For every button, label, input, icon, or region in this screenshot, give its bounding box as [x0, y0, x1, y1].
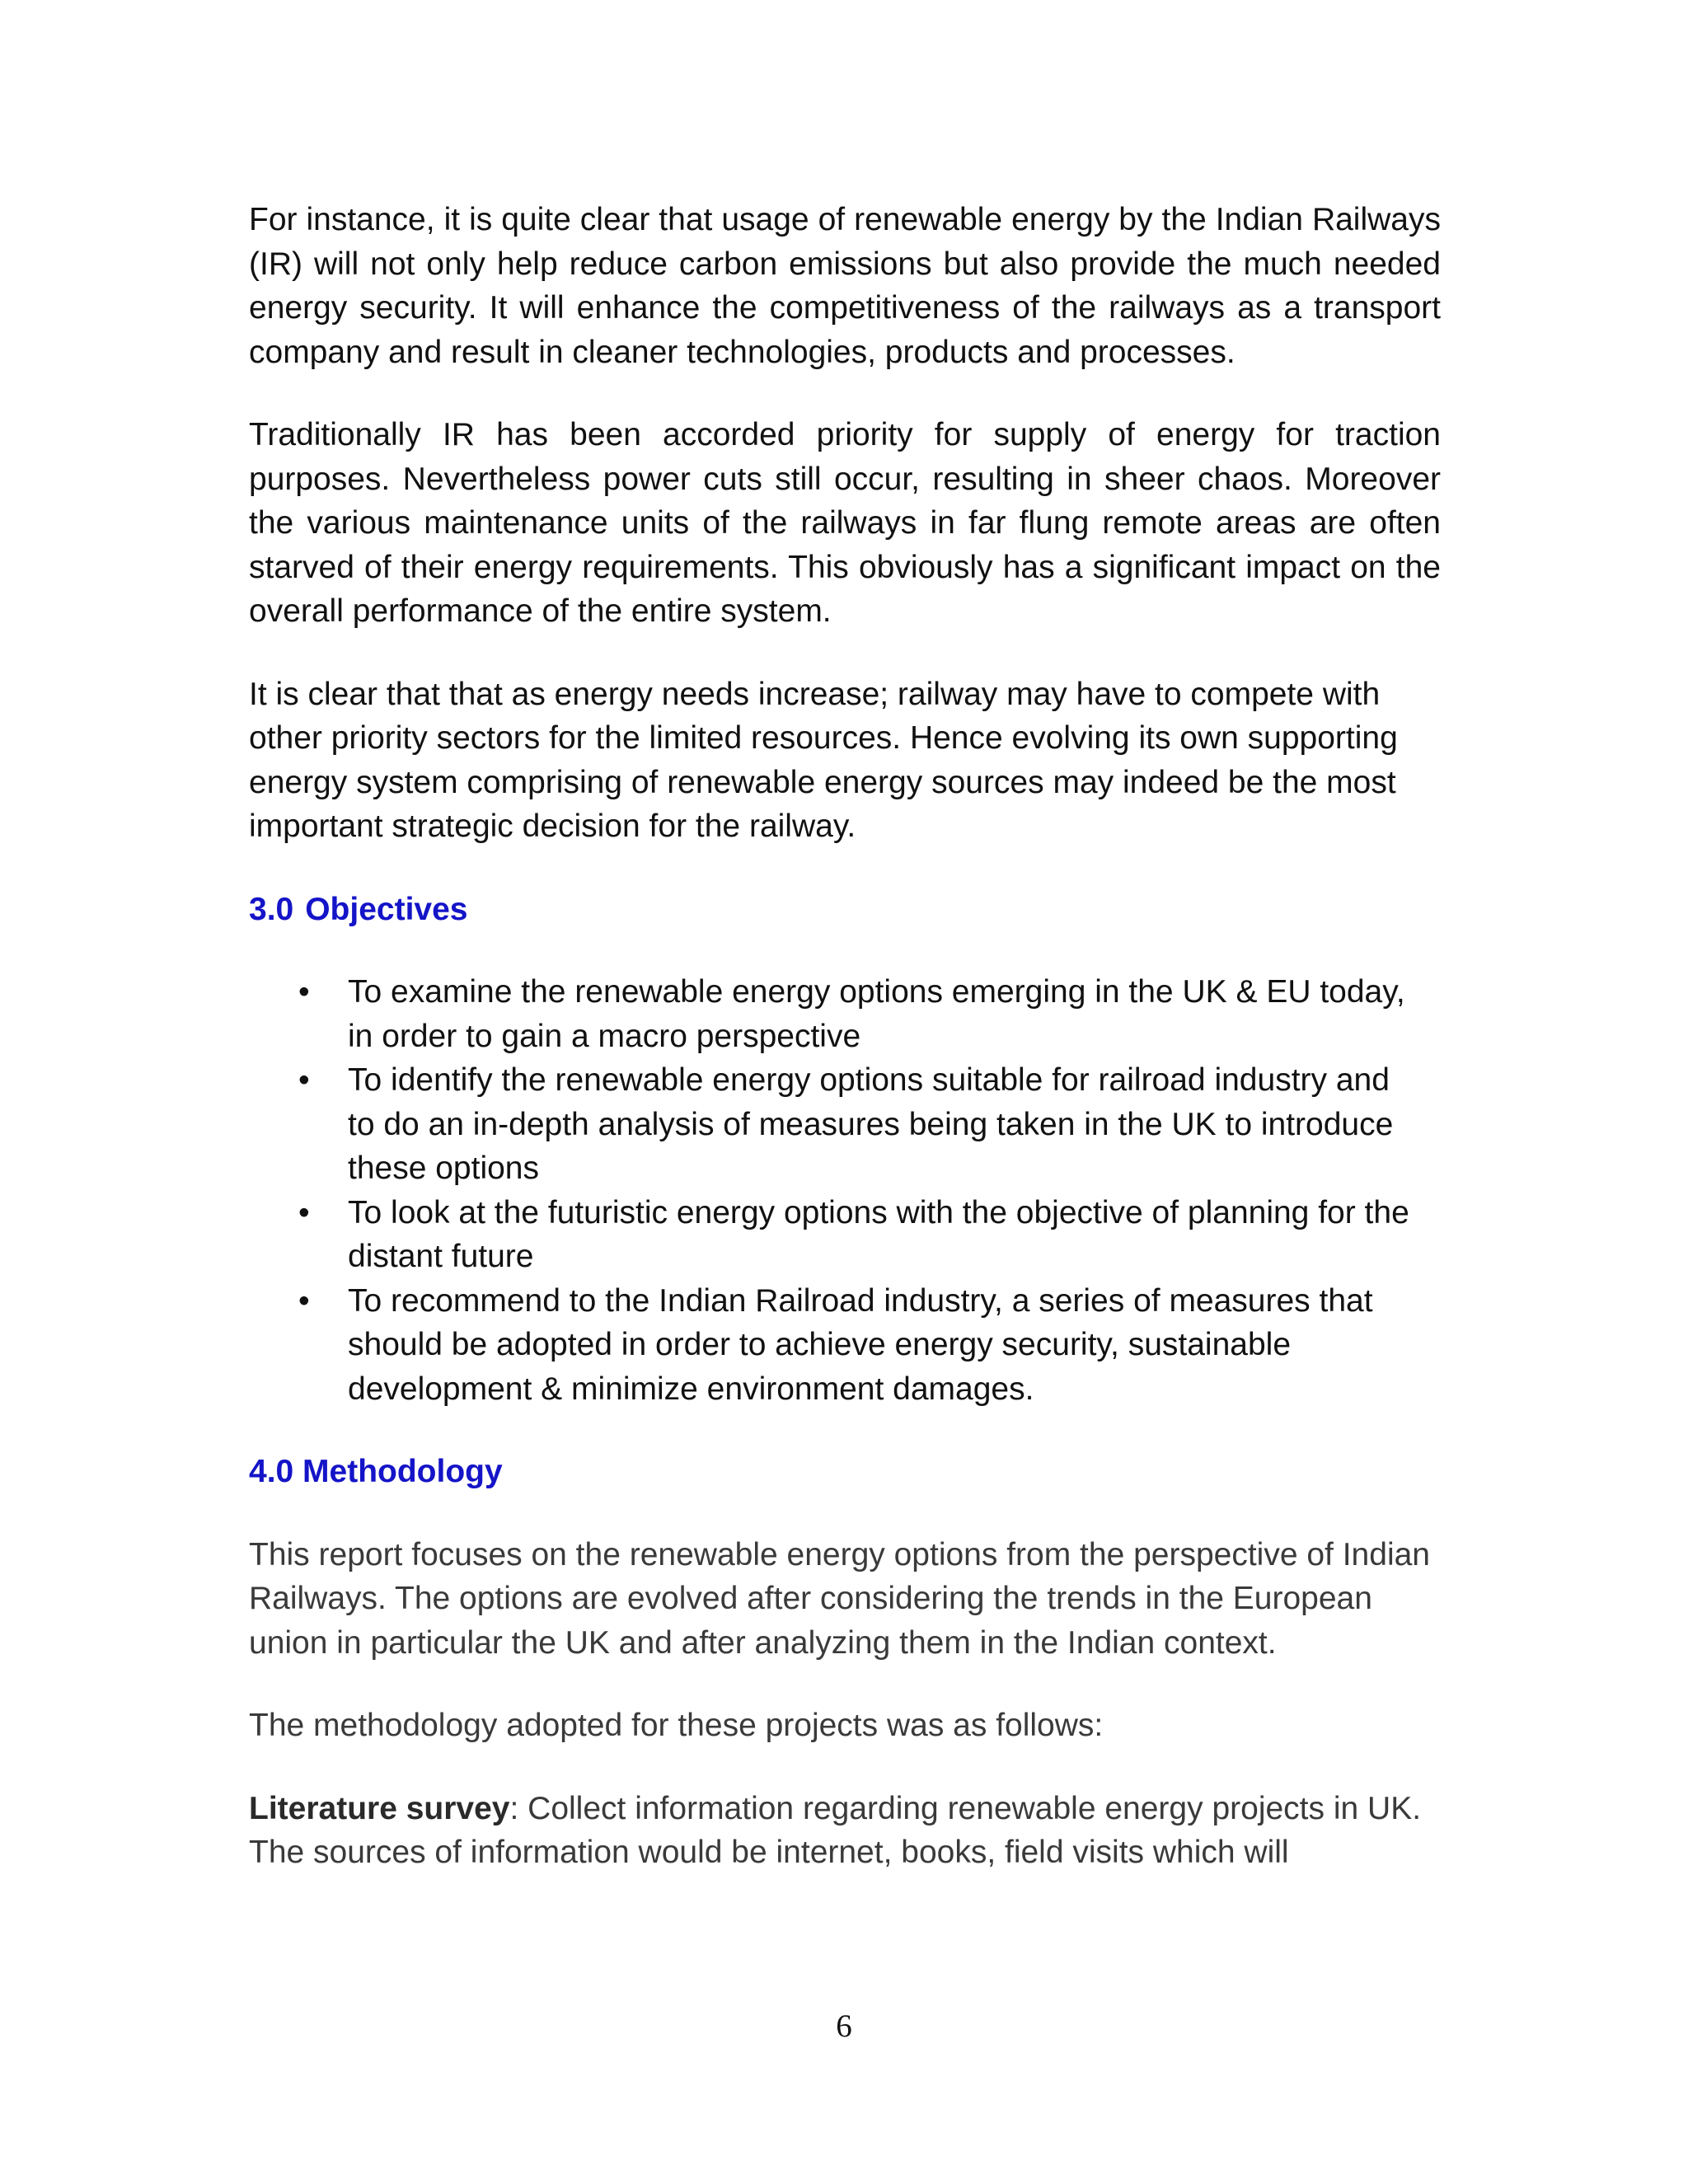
objective-text: To look at the futuristic energy options with the objective of planning for the distant future [348, 1194, 1409, 1274]
paragraph-methodology-focus: This report focuses on the renewable energy options from the perspective of Indian Railways. The options are evolved after considering the trends in the European union in particular the UK and after analyzing them in the Indian context. [249, 1536, 1430, 1661]
objectives-heading-number: 3.0 [249, 891, 294, 927]
list-item [298, 1191, 1419, 1279]
objective-text: To examine the renewable energy options emerging in the UK & EU today, in order to gain a macro perspective [348, 974, 1405, 1054]
page-number: 6 [836, 2008, 852, 2044]
literature-survey-label: Literature survey [249, 1790, 510, 1826]
list-item [298, 970, 1419, 1058]
objective-text: To recommend to the Indian Railroad industry, a series of measures that should be adopted in order to achieve energy security, sustainable development & minimize environment damages. [348, 1282, 1373, 1407]
objective-text: To identify the renewable energy options suitable for railroad industry and to do an in-depth analysis of measures being taken in the UK to introduce these options [348, 1062, 1394, 1186]
bullet-icon: • [298, 1062, 310, 1098]
objectives-heading [249, 888, 1441, 932]
list-item [298, 1058, 1419, 1191]
paragraph-methodology-intro: The methodology adopted for these projects was as follows: [249, 1708, 1104, 1743]
paragraph-energy-security: For instance, it is quite clear that usage of renewable energy by the Indian Railways (IR) will not only help reduce carbon emissions but also provide the much needed energy security. It will enhance the competitiveness of the railways as a transport company and result in cleaner technologies, products and processes. [249, 202, 1441, 370]
objectives-heading-title: Objectives [305, 891, 468, 927]
paragraph-strategic-decision: It is clear that that as energy needs increase; railway may have to compete with other priority sectors for the limited resources. Hence evolving its own supporting energy system comprising of renewable energy sources may indeed be the most important strategic decision for the railway. [249, 676, 1398, 844]
literature-survey-text: : Collect information regarding renewable energy projects in UK. The sources of information would be internet, books, field visits which will [249, 1790, 1422, 1870]
bullet-icon: • [298, 1194, 310, 1230]
bullet-icon: • [298, 974, 310, 1010]
list-item [298, 1279, 1419, 1412]
bullet-icon: • [298, 1282, 310, 1319]
paragraph-traction-priority: Traditionally IR has been accorded priority for supply of energy for traction purposes. Nevertheless power cuts still occur, resulting in sheer chaos. Moreover the various maintenance units of the railways in far flung remote areas are often starved of their energy requirements. This obviously has a significant impact on the overall performance of the entire system. [249, 417, 1441, 629]
methodology-heading: 4.0 Methodology [249, 1454, 503, 1489]
document-page [249, 198, 1441, 1914]
paragraph-literature-survey [249, 1787, 1441, 1875]
objectives-list [249, 970, 1441, 1411]
